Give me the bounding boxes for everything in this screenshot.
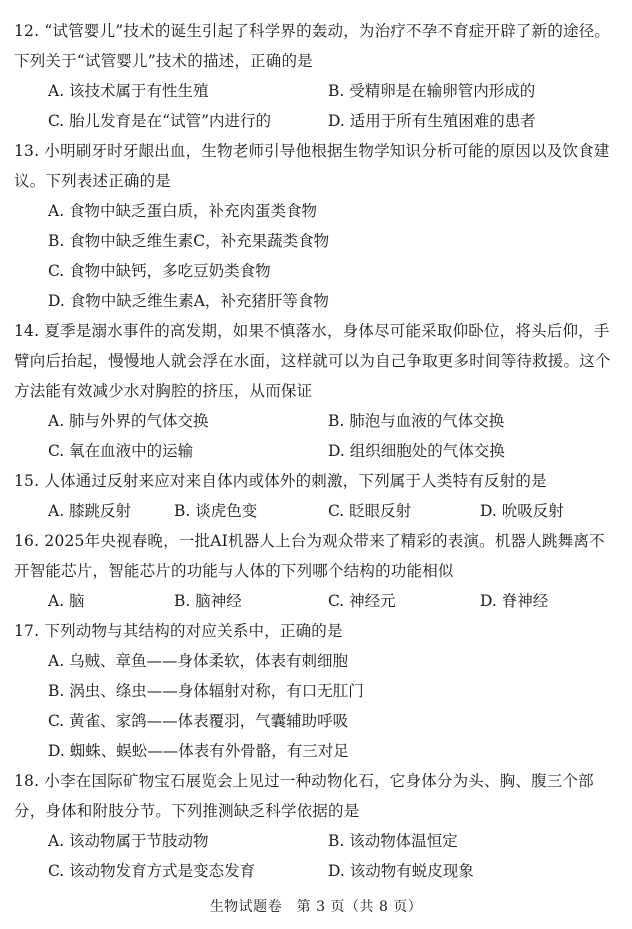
option-d: D. 脊神经: [480, 592, 549, 610]
option-d: D. 该动物有蜕皮现象: [328, 862, 474, 880]
option-b: B. 该动物体温恒定: [328, 832, 458, 850]
question-stem: 16. 2025年央视春晚，一批AI机器人上台为观众带来了精彩的表演。机器人跳舞离不开智能芯片，智能芯片的功能与人体的下列哪个结构的功能相似: [14, 532, 605, 580]
option-b: B. 受精卵是在输卵管内形成的: [328, 82, 536, 100]
question-16: [14, 526, 618, 616]
question-stem: 15. 人体通过反射来应对来自体内或体外的刺激，下列属于人类特有反射的是: [14, 472, 547, 490]
option-d: D. 适用于所有生殖困难的患者: [328, 112, 536, 130]
question-stem: 17. 下列动物与其结构的对应关系中，正确的是: [14, 622, 343, 640]
option-a: A. 乌贼、章鱼——身体柔软，体表有刺细胞: [48, 652, 349, 670]
option-b: B. 脑神经: [174, 592, 242, 610]
question-15: [14, 466, 618, 526]
question-17: [14, 616, 618, 766]
options: [14, 826, 618, 886]
question-stem: 14. 夏季是溺水事件的高发期，如果不慎落水，身体尽可能采取仰卧位，将头后仰，手臂向后抬起，慢慢地人就会浮在水面，这样就可以为自己争取更多时间等待救援。这个方法能有效减少水对胸腔的挤压，从而保证: [14, 322, 611, 400]
question-18: [14, 766, 618, 886]
option-a: A. 脑: [48, 592, 85, 610]
option-b: B. 食物中缺乏维生素C，补充果蔬类食物: [48, 232, 330, 250]
question-stem: 13. 小明刷牙时牙龈出血，生物老师引导他根据生物学知识分析可能的原因以及饮食建议。下列表述正确的是: [14, 142, 610, 190]
options: [14, 76, 618, 136]
options: [14, 496, 618, 526]
question-14: [14, 316, 618, 466]
option-d: D. 吮吸反射: [480, 502, 564, 520]
question-stem: 18. 小李在国际矿物宝石展览会上见过一种动物化石，它身体分为头、胸、腹三个部分，身体和附肢分节。下列推测缺乏科学依据的是: [14, 772, 594, 820]
option-a: A. 膝跳反射: [48, 502, 132, 520]
option-d: D. 食物中缺乏维生素A，补充猪肝等食物: [48, 292, 329, 310]
option-b: B. 肺泡与血液的气体交换: [328, 412, 505, 430]
option-a: A. 该技术属于有性生殖: [48, 82, 209, 100]
options: [14, 586, 618, 616]
option-c: C. 胎儿发育是在“试管”内进行的: [48, 112, 272, 130]
option-d: D. 蜘蛛、蜈蚣——体表有外骨骼，有三对足: [48, 742, 349, 760]
option-b: B. 谈虎色变: [174, 502, 258, 520]
option-c: C. 黄雀、家鸽——体表覆羽，气囊辅助呼吸: [48, 712, 349, 730]
question-stem: 12. “试管婴儿”技术的诞生引起了科学界的轰动，为治疗不孕不育症开辟了新的途径。下列关于“试管婴儿”技术的描述，正确的是: [14, 22, 611, 70]
option-a: A. 该动物属于节肢动物: [48, 832, 209, 850]
option-d: D. 组织细胞处的气体交换: [328, 442, 505, 460]
option-a: A. 食物中缺乏蛋白质，补充肉蛋类食物: [48, 202, 318, 220]
options: [14, 406, 618, 466]
page-footer: 生物试题卷 第 3 页（共 8 页）: [209, 899, 423, 915]
option-c: C. 食物中缺钙，多吃豆奶类食物: [48, 262, 271, 280]
options: [14, 646, 618, 766]
options: [14, 196, 618, 316]
option-a: A. 肺与外界的气体交换: [48, 412, 209, 430]
option-c: C. 氧在血液中的运输: [48, 442, 194, 460]
option-c: C. 眨眼反射: [328, 502, 412, 520]
option-c: C. 该动物发育方式是变态发育: [48, 862, 256, 880]
question-12: [14, 16, 618, 136]
question-13: [14, 136, 618, 316]
option-b: B. 涡虫、绦虫——身体辐射对称，有口无肛门: [48, 682, 364, 700]
option-c: C. 神经元: [328, 592, 396, 610]
